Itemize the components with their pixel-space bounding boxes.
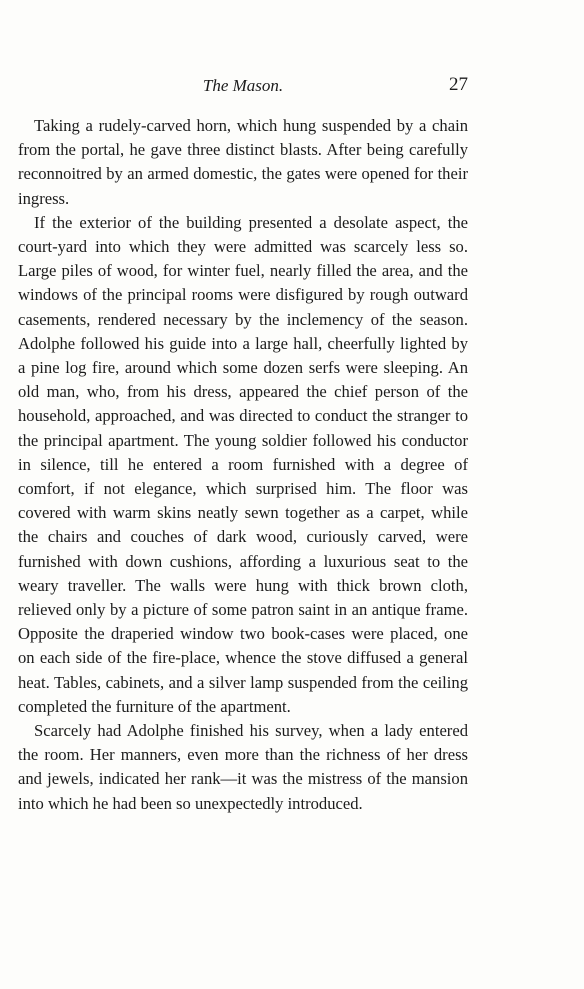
paragraph-2: If the exterior of the building presented a desolate aspect, the court-yard into which they were admitted was scarcely less so. Large piles of wood, for winter fuel, nearly filled the area, and the windows of the principal rooms were disfigured by rough outward casements, rendered necessary by the inclemency of the season. Adolphe followed his guide into a large hall, cheerfully lighted by a pine log fire, around which some dozen serfs were sleeping. An old man, who, from his dress, appeared the chief person of the household, approached, and was directed to conduct the stranger to the principal apartment. The young soldier followed his conductor in silence, till he entered a room furnished with a degree of comfort, if not elegance, which surprised him. The floor was covered with warm skins neatly sewn together as a carpet, while the chairs and couches of dark wood, curiously carved, were furnished with down cushions, affording a luxurious seat to the weary traveller. The walls were hung with thick brown cloth, relieved only by a picture of some patron saint in an antique frame. Opposite the draperied window two book-cases were placed, one on each side of the fire-place, whence the stove diffused a general heat. Tables, cabinets, and a silver lamp suspended from the ceiling completed the furniture of the apartment. — [18, 212, 468, 716]
body-text — [18, 114, 468, 816]
running-head — [18, 74, 468, 98]
paragraph-1: Taking a rudely-carved horn, which hung suspended by a chain from the portal, he gave three distinct blasts. After being carefully reconnoitred by an armed domestic, the gates were opened for their ingress. — [18, 116, 468, 208]
running-title: The Mason. — [202, 76, 284, 95]
paragraph-3: Scarcely had Adolphe finished his survey, when a lady entered the room. Her manners, even more than the richness of her dress and jewels, indicated her rank—it was the mistress of the mansion into which he had been so unexpectedly introduced. — [18, 721, 468, 813]
page-number: 27 — [449, 74, 468, 95]
